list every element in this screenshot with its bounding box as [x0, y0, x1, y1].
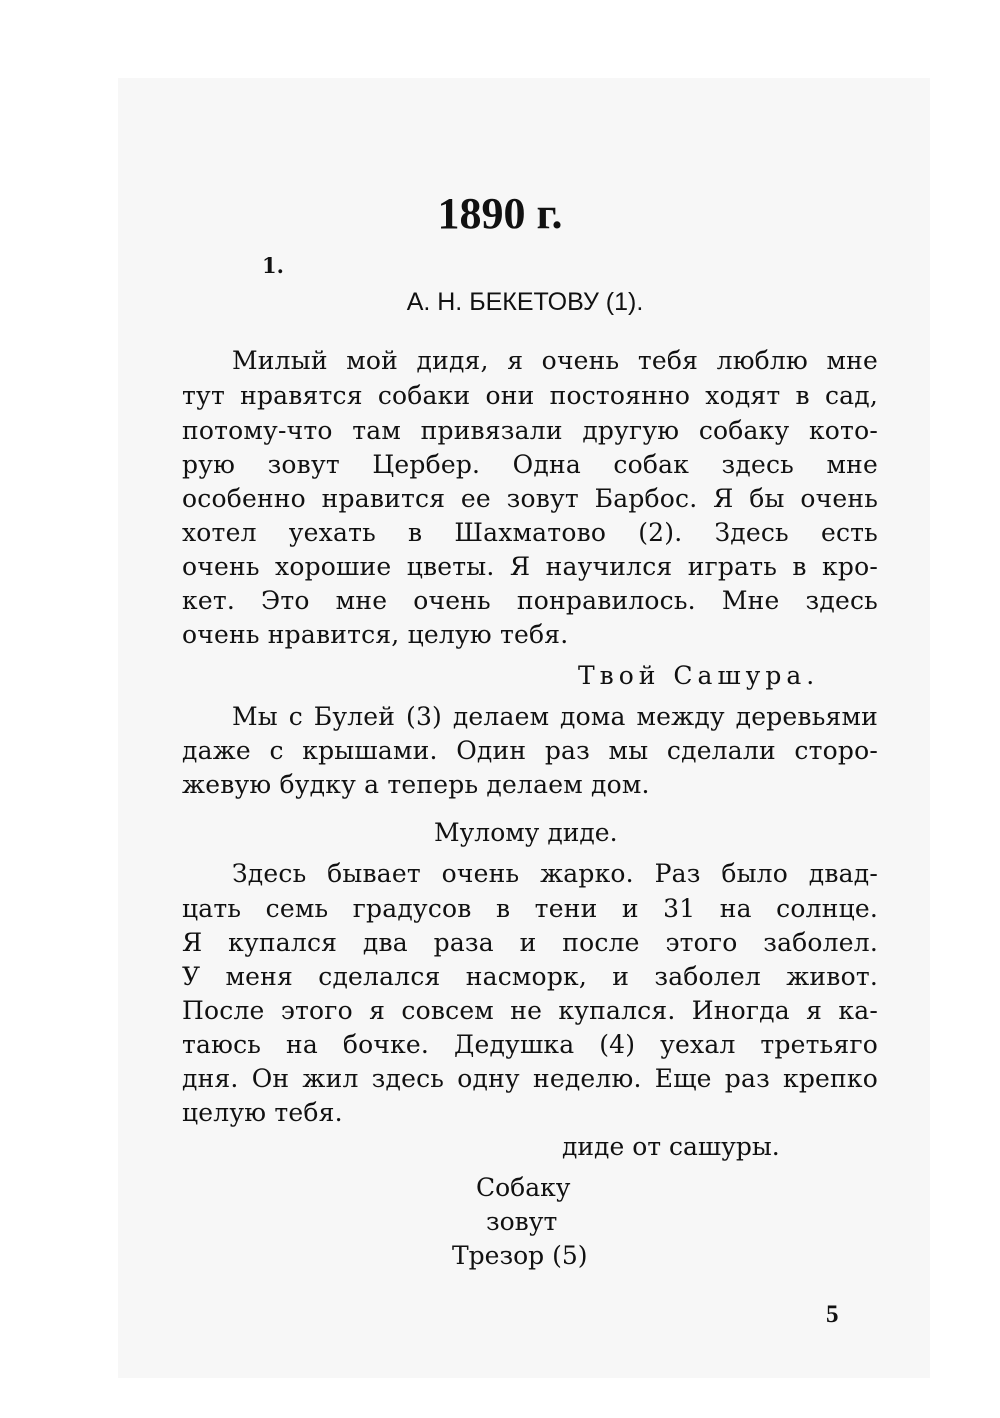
text-line: очень нравится, целую тебя. — [182, 620, 569, 649]
text-line: очень хорошие цветы. Я научился играть в кро- — [182, 552, 878, 581]
text-line: таюсь на бочке. Дедушка (4) уехал третьяго — [182, 1030, 878, 1059]
text-line: рую зовут Цербер. Одна собак здесь мне — [182, 450, 878, 479]
text-line: дня. Он жил здесь одну неделю. Еще раз крепко — [182, 1064, 878, 1093]
letter-number: 1. — [262, 253, 284, 278]
salutation: Мулому диде. — [434, 818, 618, 847]
text-line: потому-что там привязали другую собаку кото- — [182, 416, 878, 445]
text-line: кет. Это мне очень понравилось. Мне здесь — [182, 586, 878, 615]
text-line: У меня сделался насморк, и заболел живот. — [182, 962, 878, 991]
signature: Твой Сашура. — [578, 661, 820, 690]
text-line: особенно нравится ее зовут Барбос. Я бы очень — [182, 484, 878, 513]
text-line: Здесь бывает очень жарко. Раз было двад- — [232, 859, 878, 888]
text-line: цать семь градусов в тени и 31 на солнце. — [182, 894, 878, 923]
postscript-line: Трезор (5) — [452, 1241, 588, 1270]
text-line: После этого я совсем не купался. Иногда я ка- — [182, 996, 878, 1025]
signature: диде от сашуры. — [562, 1132, 780, 1161]
page-title: 1890 г. — [437, 189, 563, 238]
text-line: даже с крышами. Один раз мы сделали сторо- — [182, 736, 878, 765]
text-line: Я купался два раза и после этого заболел. — [182, 928, 878, 957]
letter-addressee: А. Н. БЕКЕТОВУ (1). — [406, 288, 644, 316]
postscript-line: Собаку — [476, 1173, 571, 1202]
text-line: Милый мой дидя, я очень тебя люблю мне — [232, 346, 878, 375]
text-line: тут нравятся собаки они постоянно ходят в сад, — [182, 381, 878, 410]
page-number: 5 — [826, 1301, 839, 1328]
text-line: хотел уехать в Шахматово (2). Здесь есть — [182, 518, 878, 547]
postscript-line: зовут — [486, 1207, 558, 1236]
text-line: жевую будку а теперь делаем дом. — [182, 770, 650, 799]
text-line: целую тебя. — [182, 1098, 343, 1127]
text-line: Мы с Булей (3) делаем дома между деревьями — [232, 702, 878, 731]
